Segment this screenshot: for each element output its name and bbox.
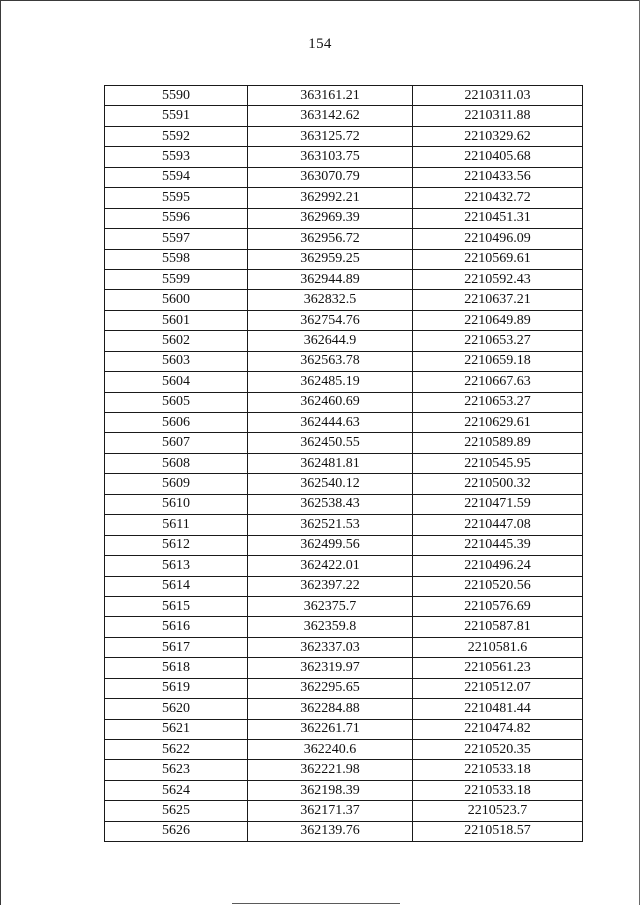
table-row: [105, 474, 583, 494]
y-coordinate-cell: 2210592.43: [413, 269, 583, 289]
table-row: [105, 719, 583, 739]
point-number-cell: 5595: [105, 188, 248, 208]
x-coordinate-cell: 362139.76: [248, 821, 413, 841]
y-coordinate-cell: 2210659.18: [413, 351, 583, 371]
table-row: [105, 106, 583, 126]
point-number-cell: 5620: [105, 699, 248, 719]
y-coordinate-cell: 2210329.62: [413, 126, 583, 146]
table-row: [105, 780, 583, 800]
point-number-cell: 5596: [105, 208, 248, 228]
point-number-cell: 5612: [105, 535, 248, 555]
table-row: [105, 596, 583, 616]
table-row: [105, 494, 583, 514]
x-coordinate-cell: 362171.37: [248, 801, 413, 821]
x-coordinate-cell: 362359.8: [248, 617, 413, 637]
table-row: [105, 515, 583, 535]
point-number-cell: 5608: [105, 453, 248, 473]
x-coordinate-cell: 363161.21: [248, 86, 413, 106]
x-coordinate-cell: 362460.69: [248, 392, 413, 412]
table-row: [105, 208, 583, 228]
point-number-cell: 5626: [105, 821, 248, 841]
y-coordinate-cell: 2210533.18: [413, 760, 583, 780]
table-row: [105, 637, 583, 657]
y-coordinate-cell: 2210545.95: [413, 453, 583, 473]
point-number-cell: 5618: [105, 658, 248, 678]
y-coordinate-cell: 2210512.07: [413, 678, 583, 698]
y-coordinate-cell: 2210451.31: [413, 208, 583, 228]
point-number-cell: 5610: [105, 494, 248, 514]
table-row: [105, 699, 583, 719]
table-row: [105, 331, 583, 351]
table-row: [105, 678, 583, 698]
point-number-cell: 5611: [105, 515, 248, 535]
y-coordinate-cell: 2210587.81: [413, 617, 583, 637]
x-coordinate-cell: 362295.65: [248, 678, 413, 698]
x-coordinate-cell: 362992.21: [248, 188, 413, 208]
point-number-cell: 5625: [105, 801, 248, 821]
point-number-cell: 5594: [105, 167, 248, 187]
table-row: [105, 801, 583, 821]
table-row: [105, 249, 583, 269]
y-coordinate-cell: 2210523.7: [413, 801, 583, 821]
point-number-cell: 5593: [105, 147, 248, 167]
point-number-cell: 5621: [105, 719, 248, 739]
table-row: [105, 617, 583, 637]
x-coordinate-cell: 362198.39: [248, 780, 413, 800]
coordinates-table-body: [105, 86, 583, 842]
y-coordinate-cell: 2210649.89: [413, 310, 583, 330]
table-row: [105, 372, 583, 392]
page-border-left: [0, 0, 1, 905]
x-coordinate-cell: 362832.5: [248, 290, 413, 310]
table-row: [105, 351, 583, 371]
y-coordinate-cell: 2210405.68: [413, 147, 583, 167]
x-coordinate-cell: 362959.25: [248, 249, 413, 269]
x-coordinate-cell: 362944.89: [248, 269, 413, 289]
y-coordinate-cell: 2210445.39: [413, 535, 583, 555]
y-coordinate-cell: 2210518.57: [413, 821, 583, 841]
table-row: [105, 576, 583, 596]
y-coordinate-cell: 2210474.82: [413, 719, 583, 739]
table-row: [105, 740, 583, 760]
point-number-cell: 5592: [105, 126, 248, 146]
table-row: [105, 229, 583, 249]
x-coordinate-cell: 363070.79: [248, 167, 413, 187]
coordinates-table: [104, 85, 583, 842]
y-coordinate-cell: 2210667.63: [413, 372, 583, 392]
x-coordinate-cell: 362499.56: [248, 535, 413, 555]
x-coordinate-cell: 362444.63: [248, 413, 413, 433]
table-row: [105, 821, 583, 841]
x-coordinate-cell: 362969.39: [248, 208, 413, 228]
x-coordinate-cell: 362540.12: [248, 474, 413, 494]
point-number-cell: 5602: [105, 331, 248, 351]
point-number-cell: 5616: [105, 617, 248, 637]
y-coordinate-cell: 2210496.09: [413, 229, 583, 249]
point-number-cell: 5603: [105, 351, 248, 371]
y-coordinate-cell: 2210432.72: [413, 188, 583, 208]
table-row: [105, 310, 583, 330]
point-number-cell: 5624: [105, 780, 248, 800]
point-number-cell: 5615: [105, 596, 248, 616]
table-row: [105, 167, 583, 187]
table-row: [105, 290, 583, 310]
y-coordinate-cell: 2210471.59: [413, 494, 583, 514]
point-number-cell: 5609: [105, 474, 248, 494]
y-coordinate-cell: 2210637.21: [413, 290, 583, 310]
table-row: [105, 535, 583, 555]
x-coordinate-cell: 362644.9: [248, 331, 413, 351]
table-row: [105, 188, 583, 208]
point-number-cell: 5598: [105, 249, 248, 269]
y-coordinate-cell: 2210629.61: [413, 413, 583, 433]
x-coordinate-cell: 362319.97: [248, 658, 413, 678]
point-number-cell: 5605: [105, 392, 248, 412]
y-coordinate-cell: 2210496.24: [413, 556, 583, 576]
y-coordinate-cell: 2210520.35: [413, 740, 583, 760]
x-coordinate-cell: 362337.03: [248, 637, 413, 657]
y-coordinate-cell: 2210311.88: [413, 106, 583, 126]
table-row: [105, 413, 583, 433]
point-number-cell: 5614: [105, 576, 248, 596]
point-number-cell: 5606: [105, 413, 248, 433]
y-coordinate-cell: 2210481.44: [413, 699, 583, 719]
x-coordinate-cell: 362375.7: [248, 596, 413, 616]
x-coordinate-cell: 362261.71: [248, 719, 413, 739]
page-number: 154: [308, 36, 332, 52]
y-coordinate-cell: 2210447.08: [413, 515, 583, 535]
x-coordinate-cell: 362481.81: [248, 453, 413, 473]
y-coordinate-cell: 2210589.89: [413, 433, 583, 453]
y-coordinate-cell: 2210561.23: [413, 658, 583, 678]
x-coordinate-cell: 362563.78: [248, 351, 413, 371]
point-number-cell: 5591: [105, 106, 248, 126]
point-number-cell: 5597: [105, 229, 248, 249]
point-number-cell: 5590: [105, 86, 248, 106]
y-coordinate-cell: 2210520.56: [413, 576, 583, 596]
point-number-cell: 5600: [105, 290, 248, 310]
y-coordinate-cell: 2210569.61: [413, 249, 583, 269]
point-number-cell: 5613: [105, 556, 248, 576]
table-row: [105, 392, 583, 412]
x-coordinate-cell: 362538.43: [248, 494, 413, 514]
x-coordinate-cell: 363142.62: [248, 106, 413, 126]
x-coordinate-cell: 362521.53: [248, 515, 413, 535]
x-coordinate-cell: 363103.75: [248, 147, 413, 167]
y-coordinate-cell: 2210653.27: [413, 392, 583, 412]
x-coordinate-cell: 362397.22: [248, 576, 413, 596]
point-number-cell: 5622: [105, 740, 248, 760]
table-row: [105, 147, 583, 167]
table-row: [105, 760, 583, 780]
table-row: [105, 86, 583, 106]
point-number-cell: 5619: [105, 678, 248, 698]
table-row: [105, 269, 583, 289]
y-coordinate-cell: 2210311.03: [413, 86, 583, 106]
point-number-cell: 5617: [105, 637, 248, 657]
point-number-cell: 5623: [105, 760, 248, 780]
table-row: [105, 433, 583, 453]
x-coordinate-cell: 362450.55: [248, 433, 413, 453]
x-coordinate-cell: 362754.76: [248, 310, 413, 330]
table-row: [105, 126, 583, 146]
y-coordinate-cell: 2210433.56: [413, 167, 583, 187]
y-coordinate-cell: 2210581.6: [413, 637, 583, 657]
point-number-cell: 5607: [105, 433, 248, 453]
x-coordinate-cell: 362422.01: [248, 556, 413, 576]
y-coordinate-cell: 2210653.27: [413, 331, 583, 351]
point-number-cell: 5604: [105, 372, 248, 392]
table-row: [105, 453, 583, 473]
x-coordinate-cell: 363125.72: [248, 126, 413, 146]
x-coordinate-cell: 362284.88: [248, 699, 413, 719]
page-footer-line: [232, 903, 400, 904]
table-row: [105, 556, 583, 576]
y-coordinate-cell: 2210533.18: [413, 780, 583, 800]
page-border-top: [0, 0, 640, 1]
x-coordinate-cell: 362240.6: [248, 740, 413, 760]
table-row: [105, 658, 583, 678]
x-coordinate-cell: 362221.98: [248, 760, 413, 780]
point-number-cell: 5601: [105, 310, 248, 330]
x-coordinate-cell: 362956.72: [248, 229, 413, 249]
point-number-cell: 5599: [105, 269, 248, 289]
y-coordinate-cell: 2210576.69: [413, 596, 583, 616]
x-coordinate-cell: 362485.19: [248, 372, 413, 392]
y-coordinate-cell: 2210500.32: [413, 474, 583, 494]
